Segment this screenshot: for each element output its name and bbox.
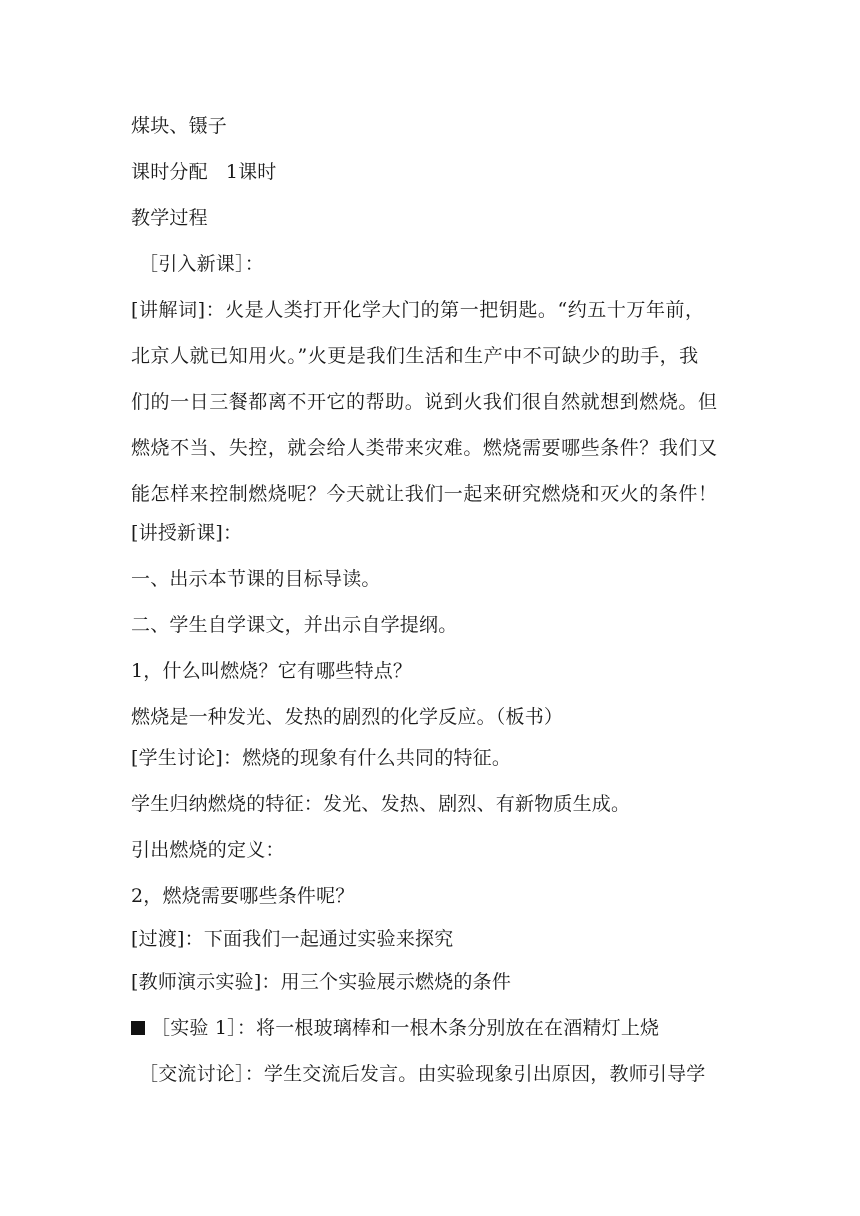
square-bullet-icon <box>131 1021 145 1035</box>
text-line: [讲授新课]： <box>131 522 243 544</box>
text-line <box>131 158 277 186</box>
text-line: 们的一日三餐都离不开它的帮助。说到火我们很自然就想到燃烧。但 <box>131 391 718 413</box>
text-line: [讲解词]：火是人类打开化学大门的第一把钥匙。“约五十万年前， <box>131 299 705 321</box>
text-line: 1，什么叫燃烧？它有哪些特点？ <box>131 660 413 682</box>
lesson-time-label: 课时分配 <box>131 161 208 183</box>
text-line: 2，燃烧需要哪些条件呢？ <box>131 885 355 907</box>
text-line: 学生归纳燃烧的特征：发光、发热、剧烈、有新物质生成。 <box>131 793 631 815</box>
text-line: 引出燃烧的定义： <box>131 839 285 861</box>
text-line: [过渡]：下面我们一起通过实验来探究 <box>131 928 454 950</box>
text-line: 燃烧不当、失控，就会给人类带来灾难。燃烧需要哪些条件？我们又 <box>131 437 718 459</box>
text-line: ［引入新课］： <box>139 253 264 275</box>
section-heading: 教学过程 <box>131 207 208 229</box>
text-line: [教师演示实验]：用三个实验展示燃烧的条件 <box>131 971 512 993</box>
text-line: ［交流讨论］：学生交流后发言。由实验现象引出原因，教师引导学 <box>139 1063 706 1085</box>
text-line: 北京人就已知用火。”火更是我们生活和生产中不可缺少的助手，我 <box>131 345 699 367</box>
experiment-1-text: ［实验 1］：将一根玻璃棒和一根木条分别放在在酒精灯上烧 <box>151 1017 660 1039</box>
text-line: 一、出示本节课的目标导读。 <box>131 568 381 590</box>
text-line: 燃烧是一种发光、发热的剧烈的化学反应。（板书） <box>131 706 564 728</box>
text-line: 煤块、镊子 <box>131 115 228 137</box>
text-line: [学生讨论]：燃烧的现象有什么共同的特征。 <box>131 747 512 769</box>
text-line <box>131 1014 659 1042</box>
lesson-time-value: 1课时 <box>225 161 277 183</box>
text-line: 能怎样来控制燃烧呢？今天就让我们一起来研究燃烧和灭火的条件！ <box>131 483 718 505</box>
text-line: 二、学生自学课文，并出示自学提纲。 <box>131 614 458 636</box>
